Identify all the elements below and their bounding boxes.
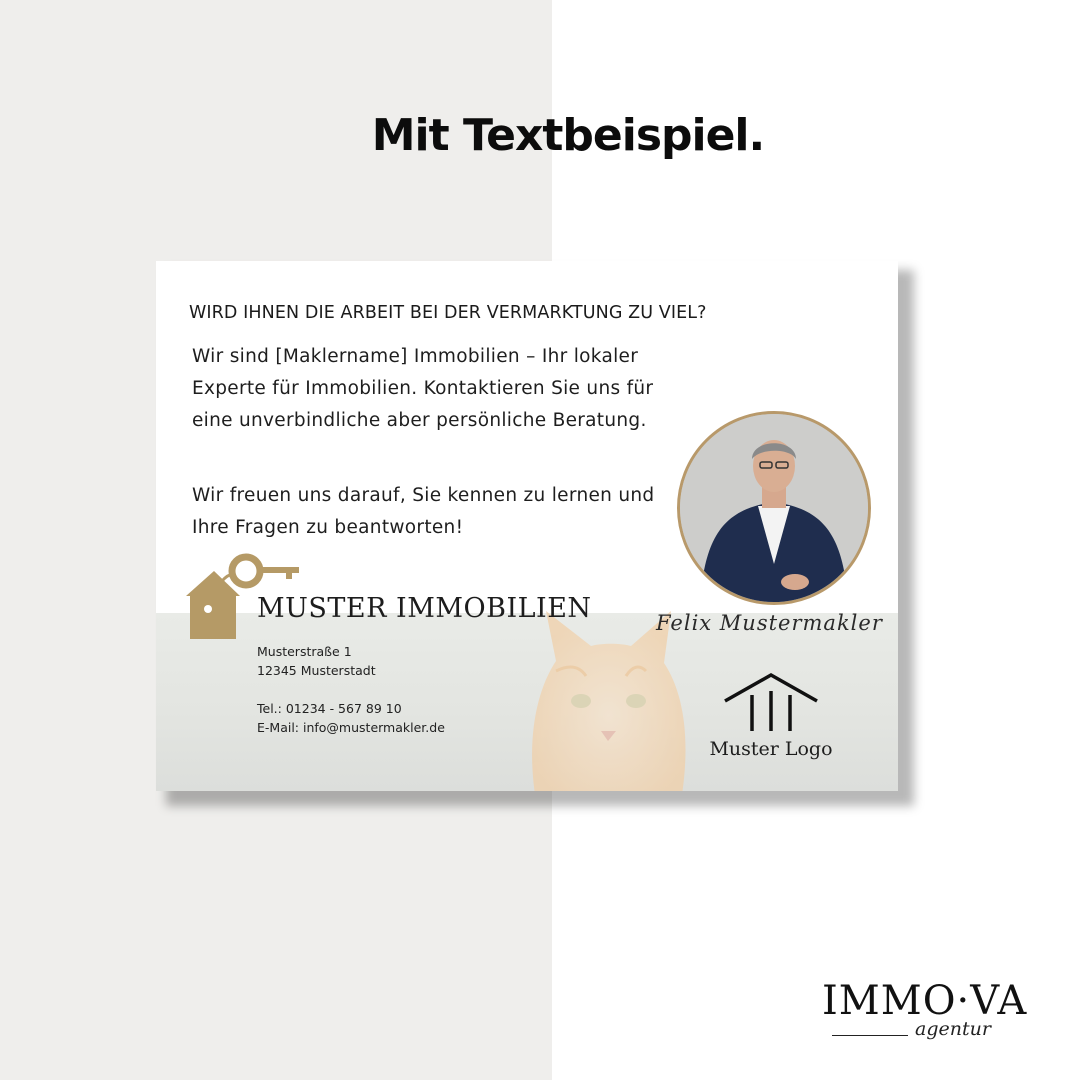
email-address: E-Mail: info@mustermakler.de: [257, 720, 445, 735]
portrait-photo: [677, 411, 871, 605]
address-street: Musterstraße 1: [257, 644, 352, 659]
phone-number: Tel.: 01234 - 567 89 10: [257, 701, 402, 716]
closing-paragraph: Wir freuen uns darauf, Sie kennen zu lernen und Ihre Fragen zu beantworten!: [192, 485, 655, 538]
headline-question: WIRD IHNEN DIE ARBEIT BEI DER VERMARKTUNG ZU VIEL?: [189, 303, 707, 323]
page-headline: Mit Textbeispiel.: [371, 110, 765, 161]
brand-logo: IMMO·VA: [822, 978, 1028, 1024]
logo-label: Muster Logo: [709, 738, 833, 760]
address-city: 12345 Musterstadt: [257, 663, 376, 678]
portrait-illustration: [680, 414, 868, 602]
company-name: MUSTER IMMOBILIEN: [257, 593, 592, 624]
roof-logo-icon: [721, 669, 821, 739]
intro-paragraph: Wir sind [Maklername] Immobilien – Ihr lokaler Experte für Immobilien. Kontaktieren Sie uns für eine unverbindliche aber persönliche Beratung.: [192, 346, 654, 431]
brand-divider: [832, 1035, 908, 1036]
agent-signature: Felix Mustermakler: [656, 611, 883, 635]
brand-tagline: agentur: [915, 1018, 991, 1040]
flyer-card: [156, 261, 898, 791]
